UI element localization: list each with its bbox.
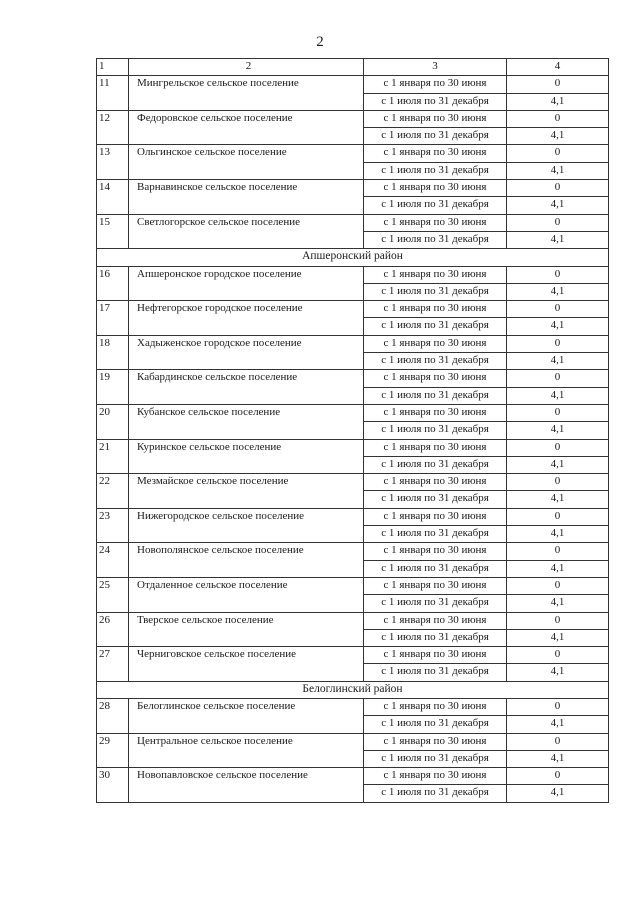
value-first-half: 0 bbox=[507, 335, 609, 352]
row-number: 25 bbox=[97, 577, 129, 612]
district-row bbox=[97, 249, 609, 266]
period-second-half: с 1 июля по 31 декабря bbox=[364, 128, 507, 145]
value-first-half: 0 bbox=[507, 474, 609, 491]
row-number: 30 bbox=[97, 768, 129, 803]
settlement-name: Кубанское сельское поселение bbox=[129, 404, 364, 439]
period-first-half: с 1 января по 30 июня bbox=[364, 335, 507, 352]
row-number: 23 bbox=[97, 508, 129, 543]
row-number: 18 bbox=[97, 335, 129, 370]
row-number: 17 bbox=[97, 301, 129, 336]
period-second-half: с 1 июля по 31 декабря bbox=[364, 750, 507, 767]
period-second-half: с 1 июля по 31 декабря bbox=[364, 353, 507, 370]
header-col-3: 3 bbox=[364, 59, 507, 76]
table-header-row bbox=[97, 59, 609, 76]
table-row bbox=[97, 577, 609, 594]
settlement-name: Отдаленное сельское поселение bbox=[129, 577, 364, 612]
table-row bbox=[97, 768, 609, 785]
value-second-half: 4,1 bbox=[507, 197, 609, 214]
table-row bbox=[97, 698, 609, 715]
period-first-half: с 1 января по 30 июня bbox=[364, 301, 507, 318]
row-number: 24 bbox=[97, 543, 129, 578]
value-first-half: 0 bbox=[507, 110, 609, 127]
settlement-name: Апшеронское городское поселение bbox=[129, 266, 364, 301]
value-first-half: 0 bbox=[507, 370, 609, 387]
header-col-4: 4 bbox=[507, 59, 609, 76]
value-second-half: 4,1 bbox=[507, 491, 609, 508]
period-first-half: с 1 января по 30 июня bbox=[364, 404, 507, 421]
settlement-name: Кабардинское сельское поселение bbox=[129, 370, 364, 405]
settlement-name: Мезмайское сельское поселение bbox=[129, 474, 364, 509]
settlement-name: Новополянское сельское поселение bbox=[129, 543, 364, 578]
table-row bbox=[97, 733, 609, 750]
value-first-half: 0 bbox=[507, 76, 609, 93]
period-first-half: с 1 января по 30 июня bbox=[364, 145, 507, 162]
period-second-half: с 1 июля по 31 декабря bbox=[364, 93, 507, 110]
row-number: 22 bbox=[97, 474, 129, 509]
period-first-half: с 1 января по 30 июня bbox=[364, 214, 507, 231]
period-second-half: с 1 июля по 31 декабря bbox=[364, 560, 507, 577]
table-body bbox=[97, 59, 609, 803]
period-first-half: с 1 января по 30 июня bbox=[364, 612, 507, 629]
period-second-half: с 1 июля по 31 декабря bbox=[364, 595, 507, 612]
value-first-half: 0 bbox=[507, 145, 609, 162]
settlement-name: Светлогорское сельское поселение bbox=[129, 214, 364, 249]
period-second-half: с 1 июля по 31 декабря bbox=[364, 664, 507, 681]
settlement-name: Хадыженское городское поселение bbox=[129, 335, 364, 370]
settlement-name: Белоглинское сельское поселение bbox=[129, 698, 364, 733]
value-first-half: 0 bbox=[507, 577, 609, 594]
table-row bbox=[97, 214, 609, 231]
settlement-name: Нижегородское сельское поселение bbox=[129, 508, 364, 543]
period-second-half: с 1 июля по 31 декабря bbox=[364, 283, 507, 300]
period-first-half: с 1 января по 30 июня bbox=[364, 474, 507, 491]
row-number: 13 bbox=[97, 145, 129, 180]
value-first-half: 0 bbox=[507, 439, 609, 456]
table-row bbox=[97, 543, 609, 560]
period-second-half: с 1 июля по 31 декабря bbox=[364, 387, 507, 404]
period-first-half: с 1 января по 30 июня bbox=[364, 733, 507, 750]
table-row bbox=[97, 301, 609, 318]
settlement-name: Мингрельское сельское поселение bbox=[129, 76, 364, 111]
period-first-half: с 1 января по 30 июня bbox=[364, 768, 507, 785]
table-row bbox=[97, 180, 609, 197]
value-second-half: 4,1 bbox=[507, 353, 609, 370]
value-second-half: 4,1 bbox=[507, 664, 609, 681]
settlement-name: Варнавинское сельское поселение bbox=[129, 180, 364, 215]
table-row bbox=[97, 370, 609, 387]
value-second-half: 4,1 bbox=[507, 526, 609, 543]
value-second-half: 4,1 bbox=[507, 162, 609, 179]
settlement-name: Куринское сельское поселение bbox=[129, 439, 364, 474]
district-title: Апшеронский район bbox=[97, 249, 609, 266]
settlement-name: Черниговское сельское поселение bbox=[129, 647, 364, 682]
value-second-half: 4,1 bbox=[507, 283, 609, 300]
table-row bbox=[97, 647, 609, 664]
district-row bbox=[97, 681, 609, 698]
value-first-half: 0 bbox=[507, 508, 609, 525]
period-second-half: с 1 июля по 31 декабря bbox=[364, 231, 507, 248]
row-number: 14 bbox=[97, 180, 129, 215]
period-second-half: с 1 июля по 31 декабря bbox=[364, 422, 507, 439]
table-row bbox=[97, 110, 609, 127]
period-first-half: с 1 января по 30 июня bbox=[364, 698, 507, 715]
period-second-half: с 1 июля по 31 декабря bbox=[364, 162, 507, 179]
settlement-name: Ольгинское сельское поселение bbox=[129, 145, 364, 180]
row-number: 12 bbox=[97, 110, 129, 145]
period-second-half: с 1 июля по 31 декабря bbox=[364, 318, 507, 335]
table-row bbox=[97, 474, 609, 491]
row-number: 21 bbox=[97, 439, 129, 474]
value-first-half: 0 bbox=[507, 180, 609, 197]
header-col-1: 1 bbox=[97, 59, 129, 76]
row-number: 27 bbox=[97, 647, 129, 682]
value-first-half: 0 bbox=[507, 698, 609, 715]
row-number: 19 bbox=[97, 370, 129, 405]
value-second-half: 4,1 bbox=[507, 128, 609, 145]
row-number: 15 bbox=[97, 214, 129, 249]
value-first-half: 0 bbox=[507, 647, 609, 664]
row-number: 11 bbox=[97, 76, 129, 111]
settlement-name: Центральное сельское поселение bbox=[129, 733, 364, 768]
table-row bbox=[97, 76, 609, 93]
period-first-half: с 1 января по 30 июня bbox=[364, 180, 507, 197]
period-first-half: с 1 января по 30 июня bbox=[364, 647, 507, 664]
period-second-half: с 1 июля по 31 декабря bbox=[364, 197, 507, 214]
value-first-half: 0 bbox=[507, 214, 609, 231]
period-second-half: с 1 июля по 31 декабря bbox=[364, 526, 507, 543]
value-second-half: 4,1 bbox=[507, 387, 609, 404]
rates-table bbox=[96, 58, 609, 803]
table-row bbox=[97, 335, 609, 352]
table-row bbox=[97, 612, 609, 629]
period-second-half: с 1 июля по 31 декабря bbox=[364, 785, 507, 802]
period-first-half: с 1 января по 30 июня bbox=[364, 543, 507, 560]
value-second-half: 4,1 bbox=[507, 629, 609, 646]
table-row bbox=[97, 508, 609, 525]
value-second-half: 4,1 bbox=[507, 560, 609, 577]
period-first-half: с 1 января по 30 июня bbox=[364, 266, 507, 283]
period-first-half: с 1 января по 30 июня bbox=[364, 110, 507, 127]
value-first-half: 0 bbox=[507, 404, 609, 421]
settlement-name: Федоровское сельское поселение bbox=[129, 110, 364, 145]
value-first-half: 0 bbox=[507, 543, 609, 560]
value-second-half: 4,1 bbox=[507, 422, 609, 439]
value-second-half: 4,1 bbox=[507, 93, 609, 110]
value-second-half: 4,1 bbox=[507, 456, 609, 473]
table-row bbox=[97, 439, 609, 456]
table-row bbox=[97, 266, 609, 283]
district-title: Белоглинский район bbox=[97, 681, 609, 698]
period-first-half: с 1 января по 30 июня bbox=[364, 439, 507, 456]
value-first-half: 0 bbox=[507, 612, 609, 629]
period-first-half: с 1 января по 30 июня bbox=[364, 370, 507, 387]
value-second-half: 4,1 bbox=[507, 716, 609, 733]
value-second-half: 4,1 bbox=[507, 785, 609, 802]
row-number: 16 bbox=[97, 266, 129, 301]
period-first-half: с 1 января по 30 июня bbox=[364, 508, 507, 525]
settlement-name: Нефтегорское городское поселение bbox=[129, 301, 364, 336]
table-row bbox=[97, 404, 609, 421]
settlement-name: Новопавловское сельское поселение bbox=[129, 768, 364, 803]
period-second-half: с 1 июля по 31 декабря bbox=[364, 716, 507, 733]
row-number: 26 bbox=[97, 612, 129, 647]
value-first-half: 0 bbox=[507, 768, 609, 785]
value-second-half: 4,1 bbox=[507, 231, 609, 248]
value-second-half: 4,1 bbox=[507, 750, 609, 767]
period-first-half: с 1 января по 30 июня bbox=[364, 577, 507, 594]
period-second-half: с 1 июля по 31 декабря bbox=[364, 629, 507, 646]
value-first-half: 0 bbox=[507, 733, 609, 750]
value-second-half: 4,1 bbox=[507, 318, 609, 335]
row-number: 29 bbox=[97, 733, 129, 768]
page-number: 2 bbox=[316, 34, 324, 50]
value-first-half: 0 bbox=[507, 301, 609, 318]
period-second-half: с 1 июля по 31 декабря bbox=[364, 491, 507, 508]
period-first-half: с 1 января по 30 июня bbox=[364, 76, 507, 93]
header-col-2: 2 bbox=[129, 59, 364, 76]
value-second-half: 4,1 bbox=[507, 595, 609, 612]
value-first-half: 0 bbox=[507, 266, 609, 283]
table-row bbox=[97, 145, 609, 162]
row-number: 28 bbox=[97, 698, 129, 733]
row-number: 20 bbox=[97, 404, 129, 439]
settlement-name: Тверское сельское поселение bbox=[129, 612, 364, 647]
period-second-half: с 1 июля по 31 декабря bbox=[364, 456, 507, 473]
